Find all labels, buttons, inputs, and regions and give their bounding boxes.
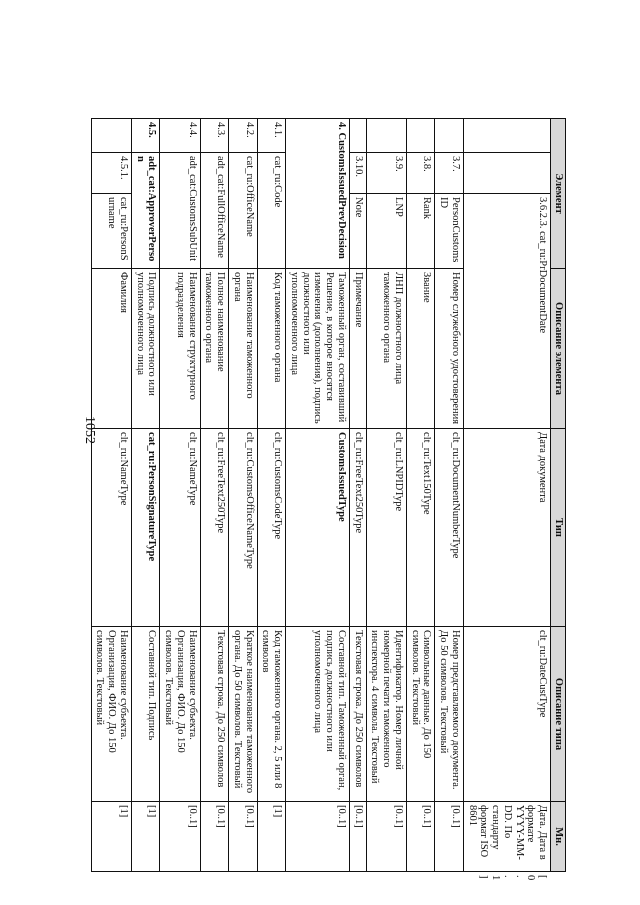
table-row [229, 119, 258, 872]
type-cell: cat_ru:PersonSignatureType [132, 429, 161, 627]
description-cell: Звание [407, 269, 436, 429]
element-name: CustomsIssuedPrevDecision [336, 132, 347, 259]
description-cell: Код таможенного органа [257, 269, 286, 429]
type-cell: clt_ru:DateCustType [464, 627, 551, 802]
element-name: Rank [407, 194, 436, 269]
type-cell: clt_ru:FreeText250Type [350, 429, 367, 627]
type-cell: clt_ru:CustomsOfficeNameType [229, 429, 258, 627]
table-row [91, 119, 131, 872]
table-row [286, 119, 350, 872]
type-cell: clt_ru:CustomsCodeType [257, 429, 286, 627]
table-row [257, 119, 286, 872]
description-cell: ЛНП должностного лица таможенного органа [366, 269, 406, 429]
row-number: 4.5. [132, 119, 161, 153]
element-table [91, 118, 566, 881]
multiplicity-cell: [0..1] [229, 802, 258, 872]
type-description-cell: Текстовая строка. До 250 символов [200, 627, 229, 802]
description-cell: Фамилия [91, 269, 131, 429]
table-row [435, 119, 464, 872]
type-cell: clt_ru:Text150Type [407, 429, 436, 627]
header-type: Тип [551, 429, 566, 627]
type-description-cell: Дата. Дата в формате YYYY-MM-DD. По стандарту формат ISO 8601 [464, 802, 551, 872]
page-number: 1052 [82, 416, 97, 444]
multiplicity-cell: [1] [257, 802, 286, 872]
description-cell: Номер служебного удостоверения [435, 269, 464, 429]
empty-cell [350, 119, 367, 153]
description-cell: Наименование таможенного органа [229, 269, 258, 429]
description-cell: Наименование структурного подразделения [160, 269, 200, 429]
description-cell: Полное наименование таможенного органа [200, 269, 229, 429]
type-description-cell: Номер представляемого документа. До 50 символов. Текстовый [435, 627, 464, 802]
type-cell: clt_ru:FreeText250Type [200, 429, 229, 627]
table-row [160, 119, 200, 872]
type-cell: clt_ru:NameType [91, 429, 131, 627]
multiplicity-cell: [0..1] [366, 802, 406, 872]
multiplicity-cell: [1] [91, 802, 131, 872]
element-name: Note [350, 194, 367, 269]
empty-cell [464, 119, 551, 153]
type-description-cell: Текстовая строка. До 250 символов [350, 627, 367, 802]
element-name: cat_ru:PersonSurname [91, 194, 131, 269]
description-cell: Подпись должностного или уполномоченного лица [132, 269, 161, 429]
header-description: Описание элемента [551, 269, 566, 429]
element-name: adt_cat:ApproverPerson [132, 153, 161, 269]
empty-cell [366, 119, 406, 153]
type-description-cell: Код таможенного органа. 2, 5 или 8 символов [257, 627, 286, 802]
rotated-table-container [93, 118, 566, 881]
header-element: Элемент [551, 119, 566, 269]
type-cell: CustomsIssuedType [286, 429, 350, 627]
description-cell: Таможенный орган, составивший Решение, в которое вносятся изменения (дополнения), подпись должностного или уполномоченного лица [286, 269, 350, 429]
table-row: 3.6.2.3. cat_ru:PrDocumentDate Дата документа clt_ru:DateCustType Дата. Дата в формате YYYY-MM-DD. По стандарту формат ISO 8601 [0..1] [464, 119, 551, 872]
empty-cell [464, 153, 551, 194]
element-cell [286, 119, 350, 269]
multiplicity-cell: [0..1] [200, 802, 229, 872]
table-row [407, 119, 436, 872]
row-number: 4.4. [160, 119, 200, 153]
type-description-cell: Символьные данные. До 150 символов. Текстовый [407, 627, 436, 802]
empty-cell [407, 119, 436, 153]
multiplicity-cell: [0..1] [407, 802, 436, 872]
row-number: 3.9. [366, 153, 406, 194]
multiplicity-cell: [0..1] [350, 802, 367, 872]
type-cell: clt_ru:NameType [160, 429, 200, 627]
multiplicity-cell: [0..1] [160, 802, 200, 872]
row-number: 4.3. [200, 119, 229, 153]
row-number: 3.10. [350, 153, 367, 194]
table-header-row [551, 119, 566, 872]
row-number: 4.2. [229, 119, 258, 153]
element-name: cat_ru:PrDocumentDate [537, 231, 549, 334]
table-row [366, 119, 406, 872]
row-number: 3.8. [407, 153, 436, 194]
element-name: adt_cat:FullOfficeName [200, 153, 229, 269]
type-cell: clt_ru:LNPIDType [366, 429, 406, 627]
multiplicity-cell: [0..1] [435, 802, 464, 872]
type-description-cell: Идентификатор. Номер личной номерной печати таможенного инспектора. 4 символа. Текстовый [366, 627, 406, 802]
row-number: 4. [336, 122, 347, 130]
type-description-cell: Наименование субъекта. Организация, ФИО. До 150 символов. Текстовый [91, 627, 131, 802]
multiplicity-cell: [1] [132, 802, 161, 872]
header-type-description: Описание типа [551, 627, 566, 802]
type-description-cell: Краткое наименование таможенного органа. До 50 символов. Текстовый [229, 627, 258, 802]
header-multiplicity: Мн. [551, 802, 566, 872]
row-number: 4.5.1. [91, 153, 131, 194]
element-name: PersonCustomsID [435, 194, 464, 269]
table-row [200, 119, 229, 872]
type-description-cell: Составной тип. Таможенный орган, подпись должностного или уполномоченного лица [286, 627, 350, 802]
empty-cell [435, 119, 464, 153]
element-name: adt_cat:CustomsSubUnit [160, 153, 200, 269]
element-name: cat_ru:OfficeName [229, 153, 258, 269]
description-cell: Дата документа [464, 429, 551, 627]
empty-cell [91, 119, 131, 153]
table-row [132, 119, 161, 872]
type-description-cell: Составной тип. Подпись [132, 627, 161, 802]
row-number: 3.6.2.3. [537, 197, 549, 229]
row-number: 4.1. [257, 119, 286, 153]
element-name: LNP [366, 194, 406, 269]
type-description-cell: Наименование субъекта. Организация, ФИО. До 150 символов. Текстовый [160, 627, 200, 802]
table-row [350, 119, 367, 872]
row-number: 3.7. [435, 153, 464, 194]
element-cell [464, 194, 551, 429]
multiplicity-cell: [0..1] [286, 802, 350, 872]
description-cell: Примечание [350, 269, 367, 429]
element-name: cat_ru:Code [257, 153, 286, 269]
type-cell: clt_ru:DocumentNumberType [435, 429, 464, 627]
